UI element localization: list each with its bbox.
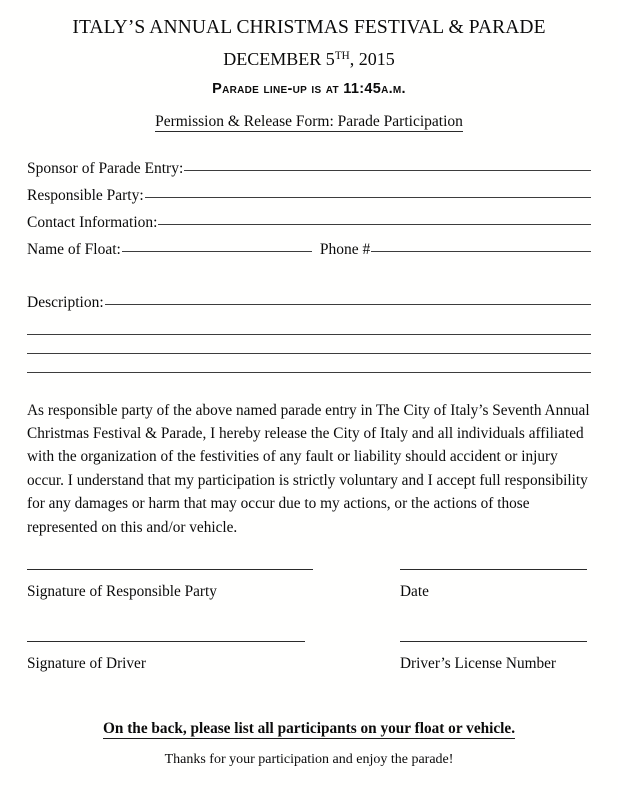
- entry-fields: [27, 160, 591, 268]
- signature-driver-cell: [27, 641, 400, 671]
- phone-label: Phone #: [319, 240, 371, 258]
- description-blank-row-2: [27, 335, 591, 354]
- field-row-responsible-party: [27, 187, 591, 214]
- signature-date-caption: Date: [400, 582, 429, 600]
- drivers-license-cell: [400, 641, 591, 671]
- signature-responsible-party-cell: [27, 569, 400, 599]
- description-input-line-3[interactable]: [27, 353, 591, 354]
- sponsor-input[interactable]: [184, 170, 591, 171]
- description-input-line-2[interactable]: [27, 334, 591, 335]
- document-footer: [27, 721, 591, 767]
- description-input[interactable]: [105, 304, 591, 305]
- contact-information-input[interactable]: [158, 224, 591, 225]
- description-input-line-4[interactable]: [27, 372, 591, 373]
- event-date-ordinal: TH: [334, 49, 350, 62]
- back-page-notice-text: On the back, please list all participants on your float or vehicle.: [102, 719, 516, 737]
- description-label: Description:: [27, 293, 104, 311]
- signature-row-2-rules: [27, 641, 591, 671]
- event-date: [27, 38, 591, 68]
- event-date-prefix: DECEMBER 5: [223, 48, 335, 69]
- release-paragraph: As responsible party of the above named parade entry in The City of Italy’s Seventh Annual Christmas Festival & Parade, I hereby release the City of Italy and all individuals affiliated with the organization of the festivities of any fault or liability should accident or injury occur. I understand that my participation is strictly voluntary and I accept full responsibility for any damages or harm that may occur due to my actions, or the actions of those represented on this and/or vehicle.: [27, 401, 590, 536]
- name-of-float-input[interactable]: [122, 251, 312, 252]
- signature-row-1-rules: [27, 569, 591, 599]
- phone-input[interactable]: [371, 251, 591, 252]
- signature-row-1: [27, 569, 591, 641]
- signature-date-cell: [400, 569, 591, 599]
- form-subtitle: [27, 96, 591, 130]
- page-title: ITALY’S ANNUAL CHRISTMAS FESTIVAL & PARADE: [72, 17, 546, 38]
- document-header: [27, 0, 591, 130]
- lineup-notice: Parade line-up is at 11:45a.m.: [212, 80, 406, 97]
- field-row-float-and-phone: [27, 241, 591, 268]
- description-blank-row-1: [27, 316, 591, 335]
- description-blank-row-3: [27, 354, 591, 373]
- responsible-party-label: Responsible Party:: [27, 186, 144, 204]
- field-row-contact-information: [27, 214, 591, 241]
- signature-row-2: [27, 641, 591, 713]
- drivers-license-caption: Driver’s License Number: [400, 654, 557, 672]
- back-page-notice: [27, 721, 591, 736]
- name-of-float-label: Name of Float:: [27, 240, 121, 258]
- signature-responsible-party-caption: Signature of Responsible Party: [27, 582, 217, 600]
- sponsor-label: Sponsor of Parade Entry:: [27, 159, 184, 177]
- form-subtitle-text: Permission & Release Form: Parade Participation: [155, 113, 463, 130]
- signature-block: [27, 569, 591, 713]
- field-row-sponsor: [27, 160, 591, 187]
- contact-information-label: Contact Information:: [27, 213, 158, 231]
- description-block: [27, 294, 591, 373]
- thanks-message: Thanks for your participation and enjoy the parade!: [164, 752, 454, 768]
- signature-driver-caption: Signature of Driver: [27, 654, 146, 672]
- description-first-row: [27, 294, 591, 316]
- responsible-party-input[interactable]: [145, 197, 591, 198]
- event-date-suffix: , 2015: [349, 48, 395, 69]
